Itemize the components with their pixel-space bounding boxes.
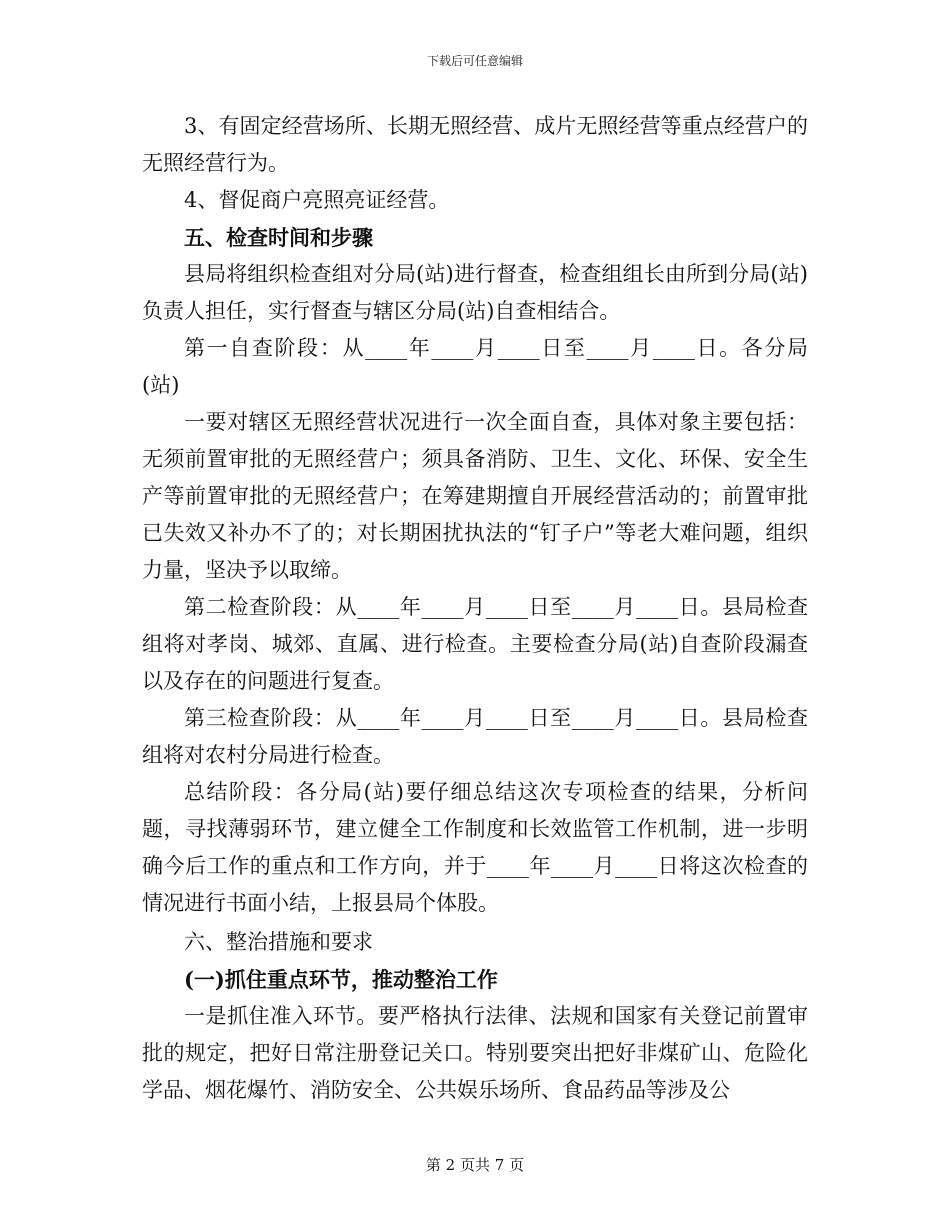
paragraph: 县局将组织检查组对分局(站)进行督查，检查组组长由所到分局(站)负责人担任，实行督查与辖区分局(站)自查相结合。 — [142, 262, 808, 323]
document-body — [142, 108, 808, 1109]
paragraph: 一是抓住准入环节。要严格执行法律、法规和国家有关登记前置审批的规定，把好日常注册登记关口。特别要突出把好非煤矿山、危险化学品、烟花爆竹、消防安全、公共娱乐场所、食品药品等涉及公 — [142, 1004, 808, 1102]
section-heading: 五、检查时间和步骤 — [184, 225, 373, 250]
paragraph: 总结阶段：各分局(站)要仔细总结这次专项检查的结果，分析问题，寻找薄弱环节，建立健全工作制度和长效监管工作机制，进一步明确今后工作的重点和工作方向，并于____年____月____日将这次检查的情况进行书面小结，上报县局个体股。 — [142, 780, 808, 915]
section-heading: 六、整治措施和要求 — [184, 930, 373, 954]
paragraph: 第一自查阶段：从____年____月____日至____月____日。各分局(站) — [142, 336, 808, 397]
paragraph: 3、有固定经营场所、长期无照经营、成片无照经营等重点经营户的无照经营行为。 — [142, 114, 808, 175]
subsection-heading: (一)抓住重点环节，推动整治工作 — [184, 967, 498, 992]
page-footer: 第 2 页共 7 页 — [425, 1156, 525, 1174]
paragraph: 4、督促商户亮照亮证经营。 — [184, 188, 450, 212]
page-header: 下载后可任意编辑 — [426, 54, 523, 68]
paragraph: 第三检查阶段：从____年____月____日至____月____日。县局检查组将对农村分局进行检查。 — [142, 706, 808, 767]
paragraph: 一要对辖区无照经营状况进行一次全面自查，具体对象主要包括：无须前置审批的无照经营户；须具备消防、卫生、文化、环保、安全生产等前置审批的无照经营户；在筹建期擅自开展经营活动的；前置审批已失效又补办不了的；对长期困扰执法的“钉子户”等老大难问题，组织力量，坚决予以取缔。 — [142, 410, 808, 582]
paragraph: 第二检查阶段：从____年____月____日至____月____日。县局检查组将对孝岗、城郊、直属、进行检查。主要检查分局(站)自查阶段漏查以及存在的问题进行复查。 — [142, 595, 808, 693]
